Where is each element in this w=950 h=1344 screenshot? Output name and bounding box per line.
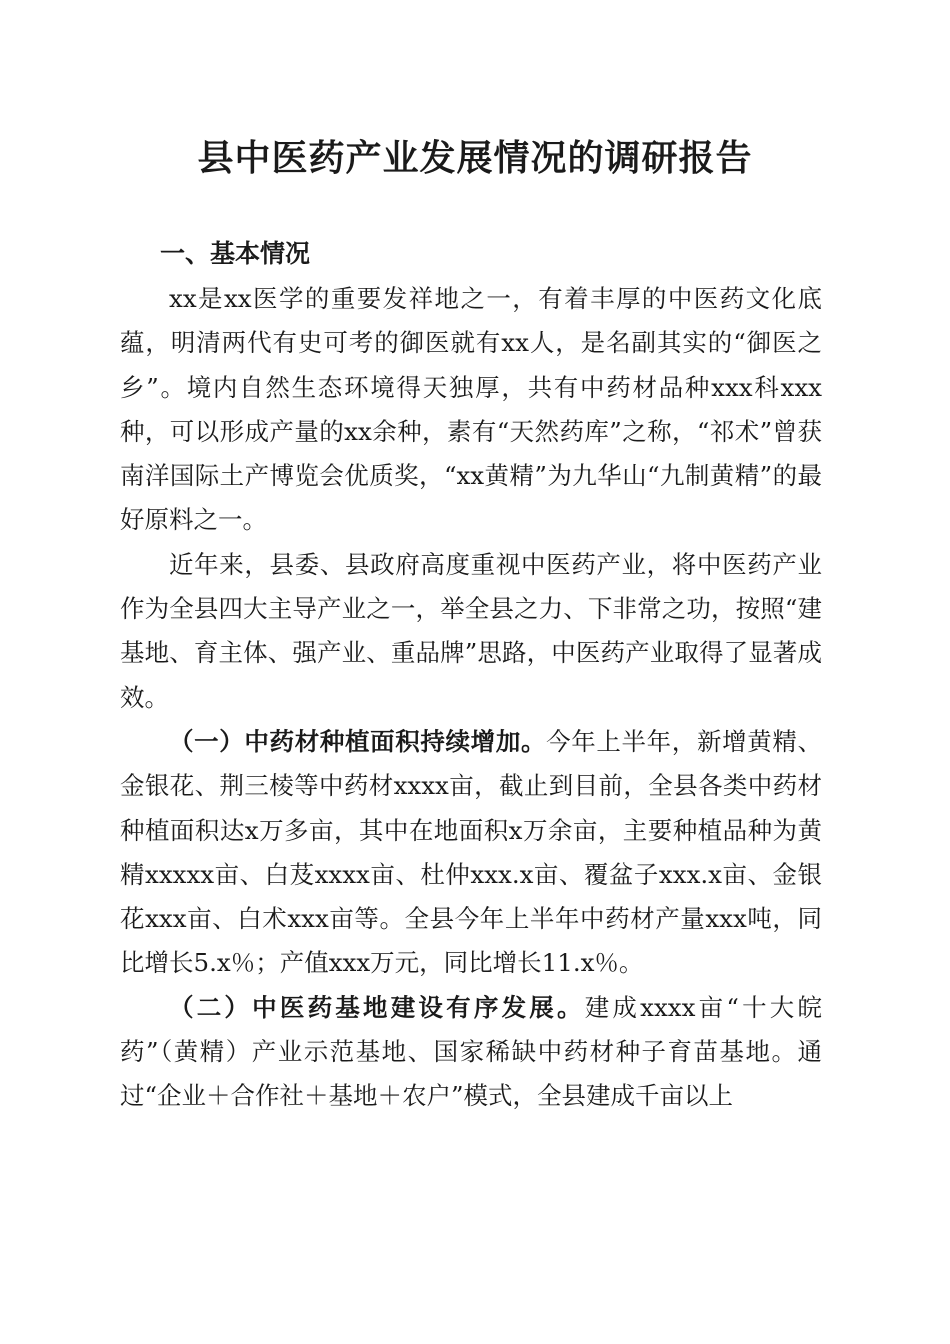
subsection-heading-base-construction: （二）中医药基地建设有序发展。 <box>169 992 585 1022</box>
document-body <box>120 277 822 1119</box>
subsection-heading-planting-area: （一）中药材种植面积持续增加。 <box>169 726 547 756</box>
paragraph-planting-area-text: 今年上半年，新增黄精、金银花、荆三棱等中药材xxxx亩，截止到目前，全县各类中药材种植面积达x万多亩，其中在地面积x万余亩，主要种植品种为黄精xxxxx亩、白芨xxxx亩、杜仲xxx.x亩、覆盆子xxx.x亩、金银花xxx亩、白术xxx亩等。全县今年上半年中药材产量xxx吨，同比增长5.x％；产值xxx万元，同比增长11.x％。 <box>120 726 823 978</box>
document-title: 县中医药产业发展情况的调研报告 <box>197 137 753 179</box>
paragraph-recent-years: 近年来，县委、县政府高度重视中医药产业，将中医药产业作为全县四大主导产业之一，举全县之力、下非常之功，按照“建基地、育主体、强产业、重品牌”思路，中医药产业取得了显著成效。 <box>120 549 822 712</box>
paragraph-base-construction-text: 建成xxxx亩“十大皖药”（黄精）产业示范基地、国家稀缺中药材种子育苗基地。通过“企业＋合作社＋基地＋农户”模式，全县建成千亩以上 <box>120 992 823 1111</box>
paragraph-intro: xx是xx医学的重要发祥地之一，有着丰厚的中医药文化底蕴，明清两代有史可考的御医就有xx人，是名副其实的“御医之乡”。境内自然生态环境得天独厚，共有中药材品种xxx科xxx种，可以形成产量的xx余种，素有“天然药库”之称，“祁术”曾获南洋国际土产博览会优质奖，“xx黄精”为九华山“九制黄精”的最好原料之一。 <box>120 284 822 535</box>
paragraph-base-construction <box>120 986 822 1119</box>
section-heading-basic-situation: 一、基本情况 <box>160 239 311 268</box>
paragraph-planting-area <box>120 720 822 986</box>
